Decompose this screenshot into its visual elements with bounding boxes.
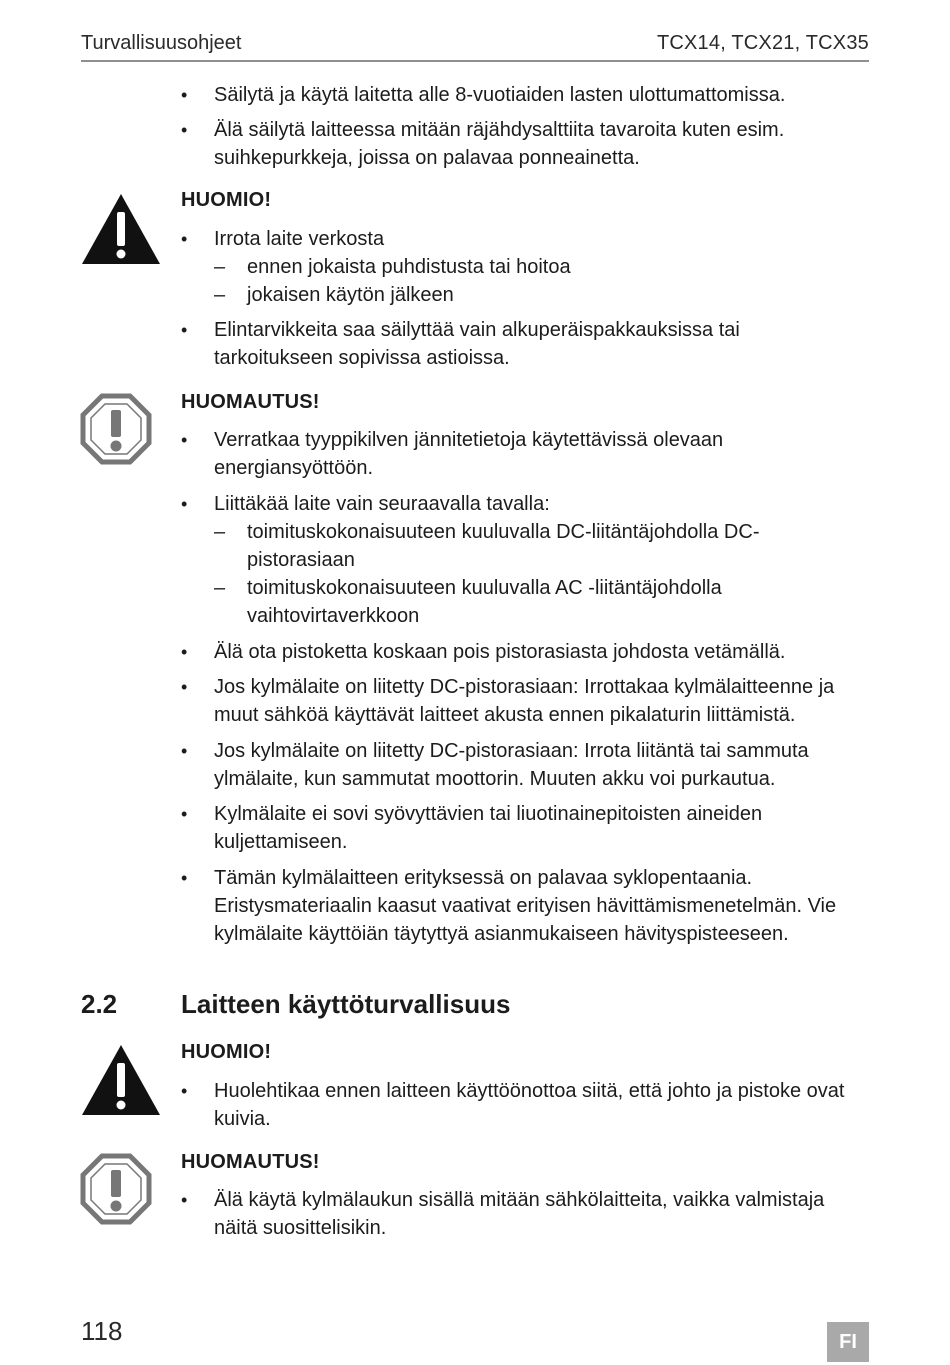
language-badge: FI — [827, 1322, 869, 1362]
section-title: Laitteen käyttöturvallisuus — [181, 989, 511, 1019]
sub-item-text: toimituskokonaisuuteen kuuluvalla DC-liitäntäjohdolla DC-pistorasiaan — [247, 521, 760, 571]
bullet-dot: • — [181, 120, 188, 140]
bullet-text: Jos kylmälaite on liitetty DC-pistorasiaan: Irrottakaa kylmälaitteenne ja muut sähköä käyttävät laitteet akusta ennen pikalaturin liittämistä. — [214, 676, 835, 726]
bullet-dot: • — [181, 320, 188, 340]
sub-item-text: jokaisen käytön jälkeen — [247, 284, 454, 306]
bullet-text: Liittäkää laite vain seuraavalla tavalla: — [214, 493, 550, 515]
bullet-text: Huolehtikaa ennen laitteen käyttöönottoa siitä, että johto ja pistoke ovat kuivia. — [214, 1080, 845, 1130]
dash-mark: – — [214, 284, 226, 306]
bullet-text: Elintarvikkeita saa säilyttää vain alkuperäispakkauksissa tai tarkoitukseen sopivissa astioissa. — [214, 319, 740, 369]
header-title: Turvallisuusohjeet — [81, 32, 242, 54]
bullet-dot: • — [181, 430, 188, 450]
bullet-dot: • — [181, 741, 188, 761]
warning-triangle-icon — [80, 192, 162, 266]
sub-item-text: toimituskokonaisuuteen kuuluvalla AC -liitäntäjohdolla vaihtovirtaverkkoon — [247, 577, 722, 627]
notice-octagon-icon — [80, 1153, 152, 1225]
notice-octagon-icon — [80, 393, 152, 465]
dash-mark: – — [214, 256, 226, 278]
notice-label: HUOMAUTUS! — [181, 1151, 320, 1173]
bullet-dot: • — [181, 1190, 188, 1210]
bullet-dot: • — [181, 85, 188, 105]
bullet-text: Verratkaa tyyppikilven jännitetietoja käytettävissä olevaan energiansyöttöön. — [214, 429, 724, 479]
bullet-dot: • — [181, 229, 188, 249]
dash-mark: – — [214, 577, 226, 599]
bullet-dot: • — [181, 677, 188, 697]
bullet-text: Älä säilytä laitteessa mitään räjähdysalttiita tavaroita kuten esim. suihkepurkkeja, joissa on palavaa ponneainetta. — [214, 119, 785, 169]
bullet-text: Jos kylmälaite on liitetty DC-pistorasiaan: Irrota liitäntä tai sammuta ylmälaite, kun sammutat moottorin. Muuten akku voi purkautua. — [214, 740, 809, 790]
section-number: 2.2 — [81, 989, 118, 1019]
caution-label: HUOMIO! — [181, 1041, 272, 1063]
caution-label: HUOMIO! — [181, 189, 272, 211]
header-models: TCX14, TCX21, TCX35 — [656, 32, 869, 54]
bullet-text: Älä ota pistoketta koskaan pois pistorasiasta johdosta vetämällä. — [214, 641, 786, 663]
bullet-dot: • — [181, 642, 188, 662]
bullet-text: Säilytä ja käytä laitetta alle 8-vuotiaiden lasten ulottumattomissa. — [214, 84, 786, 106]
warning-triangle-icon — [80, 1043, 162, 1117]
sub-item-text: ennen jokaista puhdistusta tai hoitoa — [247, 256, 571, 278]
bullet-dot: • — [181, 494, 188, 514]
bullet-text: Kylmälaite ei sovi syövyttävien tai liuotinainepitoisten aineiden kuljettamiseen. — [214, 803, 763, 853]
bullet-text: Tämän kylmälaitteen erityksessä on palavaa syklopentaania. Eristysmateriaalin kaasut vaativat erityisen hävittämismenetelmän. Vie kylmälaite käyttöiän täytyttyä asianmukaiseen hävityspisteeseen. — [214, 867, 837, 945]
bullet-dot: • — [181, 804, 188, 824]
bullet-dot: • — [181, 1081, 188, 1101]
page-header — [81, 30, 869, 62]
page-number: 118 — [81, 1316, 123, 1346]
bullet-dot: • — [181, 868, 188, 888]
bullet-text: Irrota laite verkosta — [214, 228, 385, 250]
dash-mark: – — [214, 521, 226, 543]
notice-label: HUOMAUTUS! — [181, 391, 320, 413]
bullet-text: Älä käytä kylmälaukun sisällä mitään sähkölaitteita, vaikka valmistaja näitä suosittelisikin. — [214, 1189, 825, 1239]
